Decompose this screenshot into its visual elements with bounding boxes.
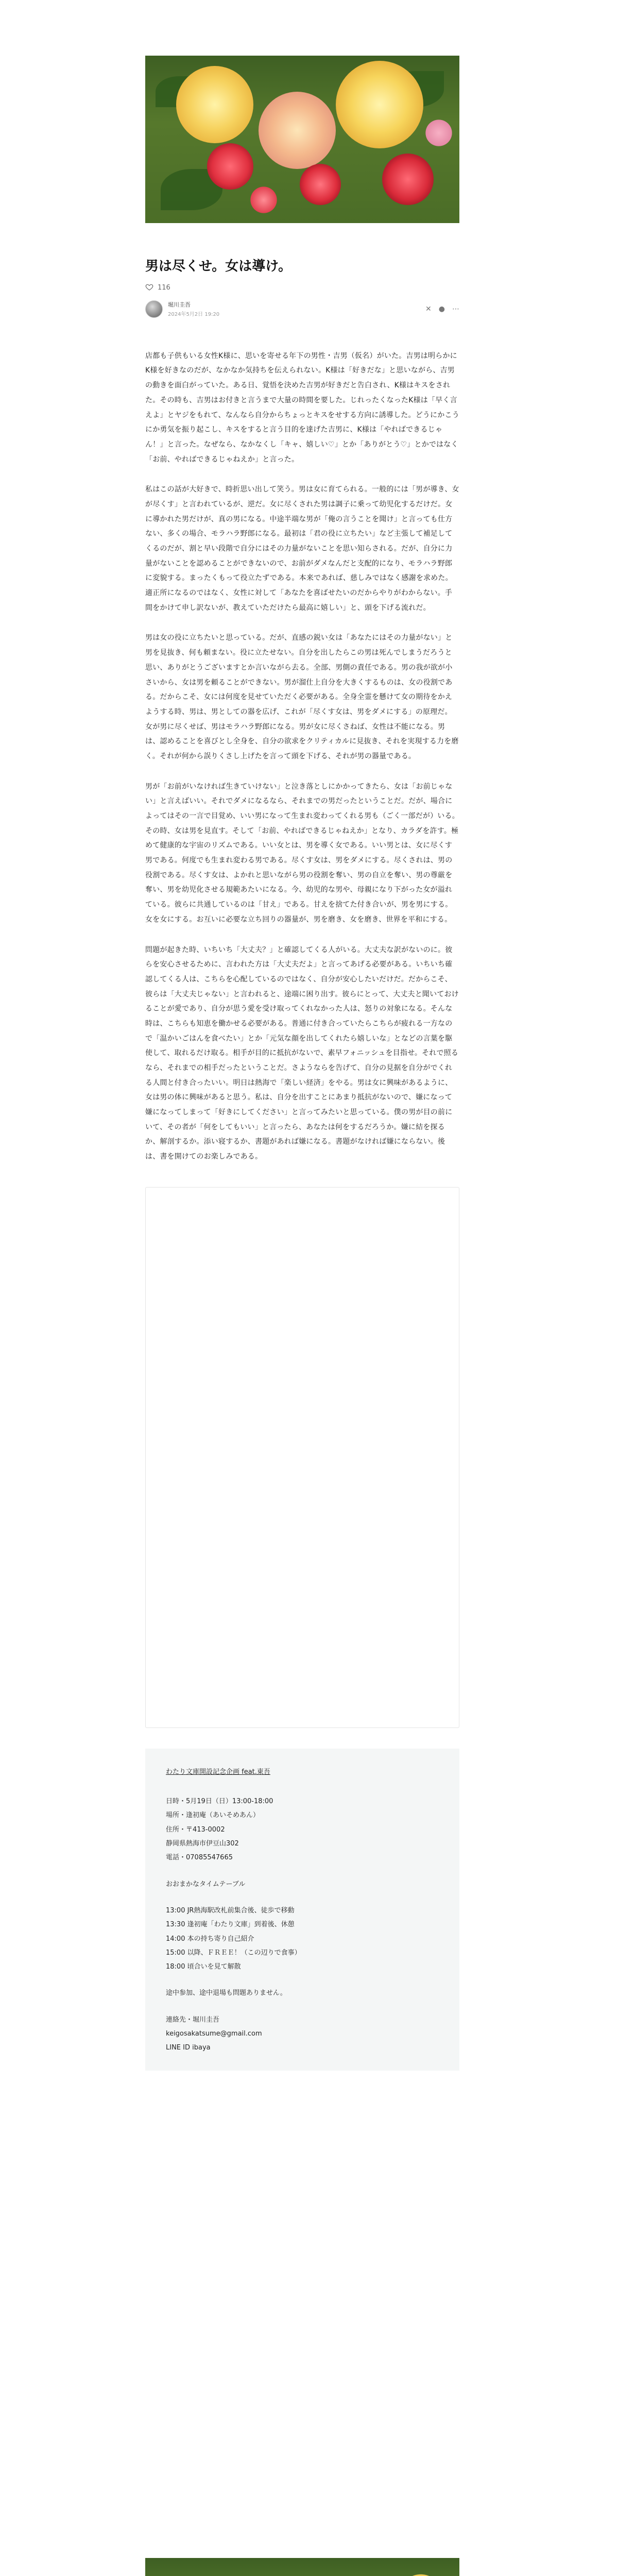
paragraph: 男が「お前がいなければ生きていけない」と泣き落としにかかってきたら、女は「お前じゃない」と言えばいい。それでダメになるなら、それまでの男だったということだ。だが、場合によってはその一言で目覚め、いい男になって生まれ変わってくれる男も（ごく一部だが）いる。その時、女は男を見直す。そして「お前、やればできるじゃねえか」となり、カラダを許す。極めて健康的な宇宙のリズムである。いい女とは、男を導く女である。いい男とは、女に尽くす男である。何度でも生まれ変わる男である。尽くす女は、男をダメにする。尽くされは、男の役割である。尽くす女は、よかれと思いながら男の役割を奪い、男の自立を奪い、男の尊厳を奪い、男を幼児化させる規範あたいになる。今、幼児的な男や、母親になり下がった女が溢れている。彼らに共通しているのは「甘え」である。甘えを捨てた付き合いが、男を男にする。女を女にする。お互いに必要な立ち回りの器量が、男を磨き、女を磨き、世界を平和にする。 — [145, 782, 459, 924]
like-count: 116 — [158, 284, 170, 292]
event-note: 途中参加、途中退場も問題ありません。 — [166, 1989, 287, 1997]
paragraph: 私はこの話が大好きで、時折思い出して笑う。男は女に育てられる。一般的には「男が導き、女が尽くす」と言われているが、逆だ。女に尽くされた男は調子に乗って幼児化するだけだ。女に導かれた男だけが、真の男になる。中途半端な男が「俺の言うことを聞け」と言っても仕方ない、多くの場合、モラハラ野郎になる。最初は「君の役に立ちたい」など主張して補足してくるのだが、割と早い段階で自分にはその力量がないことを思い知らされる。だが、自分に力量がないことを認めることができないので、お前がダメなんだと支配的になり、モラハラ野郎に変貌する。まったくもって役立たずである。本来であれば、慈しみではなく感謝を求めた。適正所になるのではなく、女性に対して「あなたを喜ばせたいのだからやりがわからない。手間をかけて申し訳ないが、教えていただけたら最高に嬉しい」と、頭を下げる流れだ。 — [145, 485, 459, 612]
event-info-box — [145, 1749, 459, 2071]
timetable-item: 14:00 本の持ち寄り自己紹介 — [166, 1935, 254, 1943]
event-line: 静岡県熱海市伊豆山302 — [166, 1840, 239, 1848]
timetable-item: 18:00 頃合いを見て解散 — [166, 1963, 241, 1971]
author-name[interactable]: 堀川圭吾 — [168, 301, 191, 309]
facebook-share-icon[interactable]: ● — [438, 304, 445, 313]
x-share-icon[interactable]: ✕ — [425, 304, 432, 313]
avatar[interactable] — [145, 300, 163, 318]
heart-icon[interactable] — [145, 283, 153, 293]
paragraph: 問題が起きた時、いちいち「大丈夫？」と確認してくる人がいる。大丈夫な訳がないのに。彼らを安心させるために、言われた方は「大丈夫だよ」と言ってあげる必要がある。いちいち確認してくる人は、こちらを心配しているのではなく、自分が安心したいだけだ。だからこそ、彼らは「大丈夫じゃない」と言われると、途端に困り出す。彼らにとって、大丈夫と聞いておけることが愛であり、自分が思う愛を受け取ってくれなかった人は、怒りの対象になる。そんな時は、こちらも知恵を働かせる必要がある。普通に付き合っていたらこちらが疲れる一方なので「温かいごはんを食べたい」とか「元気な顔を出してくれたら嬉しいな」となどの言葉を駆使して、取れるだけ取る。相手が目的に抵抗がないで、素早フォニッシュを目指せ。それで照るなら、それまでの相手だったということだ。さようならを告げて、自分の見据を自分がでくれる人間と付き合ったいい。明日は熱海で「楽しい経済」をやる。男は女に興味があるように、女は男の体に興味があると思う。私は、自分を出すことにあまり抵抗がないので、嫌になって嫌になってしまって「好きにしてください」と言ってみたいと思っている。僕の男が目の前にいて、その者が「何をしてもいい」と言ったら、あなたは何をするだろうか。嫌に結を探るか、解剖するか。添い寝するか、書題があれば嫌になる。書題がなければ嫌にならない。後は、書を開けてのお楽しみである。 — [145, 945, 459, 1161]
like-row — [145, 283, 459, 293]
contact-line: 連絡先・堀川圭吾 — [166, 2015, 220, 2024]
article — [145, 0, 459, 2071]
more-options-icon[interactable]: ⋯ — [452, 304, 459, 313]
timetable-item: 15:00 以降、ＦＲＥＥ！（この辺りで食事） — [166, 1948, 301, 1957]
contact-line: keigosakatsume@gmail.com — [166, 2030, 262, 2038]
embed-frame[interactable] — [145, 1187, 459, 1728]
author-info[interactable] — [145, 300, 219, 318]
paragraph: 男は女の役に立ちたいと思っている。だが、直感の鋭い女は「あなたにはその力量がない」と男を見抜き、何も頼まない。役に立たせない。自分を出したらこの男は死んでしまうだろうと思い、ありがとうございますとか言いながら去る。全部、男側の責任である。男の我が欲が小さいから、女は男を頼ることができない。男が溜仕上自分を大きくするものは、女の役割である。だからこそ、女には何度を見せていただく必要がある。全身全霊を懸けて女の期待をかえようする時、男は、男としての器を広げ、これが「尽くす女は、男をダメにする」の原理だ。女が男に尽くせば、男はモラハラ野郎になる。男が女に尽くさねば、女性は不能になる。男は、認めることを喜びとし全身を、自分の欲求をクリティカルに見抜き、それを実現する力を磨く。それが何から誤りくさし上げたを言って頭を下げる、それが男の器量である。 — [145, 634, 459, 760]
article-title: 男は尽くせ。女は導け。 — [145, 259, 292, 274]
timetable-item: 13:00 JR熱海駅改札前集合後、徒歩で移動 — [166, 1906, 295, 1914]
post-date: 2024年5月2日 19:20 — [168, 312, 220, 318]
timetable-title: おおまかなタイムテーブル — [166, 1880, 246, 1888]
event-line: 日時・5月19日（日）13:00-18:00 — [166, 1798, 273, 1806]
event-title-link[interactable]: わたり文庫開設記念企画 feat.東吾 — [166, 1768, 270, 1776]
event-line: 住所・〒413-0002 — [166, 1825, 225, 1834]
event-line: 場所・逢初庵（あいそめあん） — [166, 1811, 260, 1820]
contact-line: LINE ID ibaya — [166, 2044, 211, 2052]
share-icons — [425, 305, 459, 313]
hero-rose-image — [145, 56, 459, 223]
event-line: 電話・07085547665 — [166, 1854, 233, 1862]
timetable-item: 13:30 逢初庵「わたり文庫」到着後、休憩 — [166, 1921, 295, 1929]
author-row — [145, 300, 459, 318]
article-body — [145, 349, 459, 1164]
rose-image-top — [145, 2558, 459, 2576]
paragraph: 店都も子供もいる女性K様に、思いを寄せる年下の男性・吉男（仮名）がいた。吉男は明らかにK様を好きなのだが、なかなか気持ちを伝えられない。K様は「好きだな」と思いながら、吉男の動きを面白がっていた。ある日、覚悟を決めた吉男が好きだと告白され、K様はキスをされた。その時も、吉男はお付きと言うまで大量の時間を要した。じれったくなったK様は「早く言えよ」とヤジをもれて、なんなら自分からちょっとキスをせする方向に誘導した。どうにかこうにか勇気を振り起こし、キスをすると言う目的を達げた吉男に、K様は「やればできるじゃん！」と言った。なぜなら、なかなくし「キャ、嬉しい♡」とか「ありがとう♡」とかではなく「お前、やればできるじゃねえか」と言った。 — [145, 351, 459, 464]
